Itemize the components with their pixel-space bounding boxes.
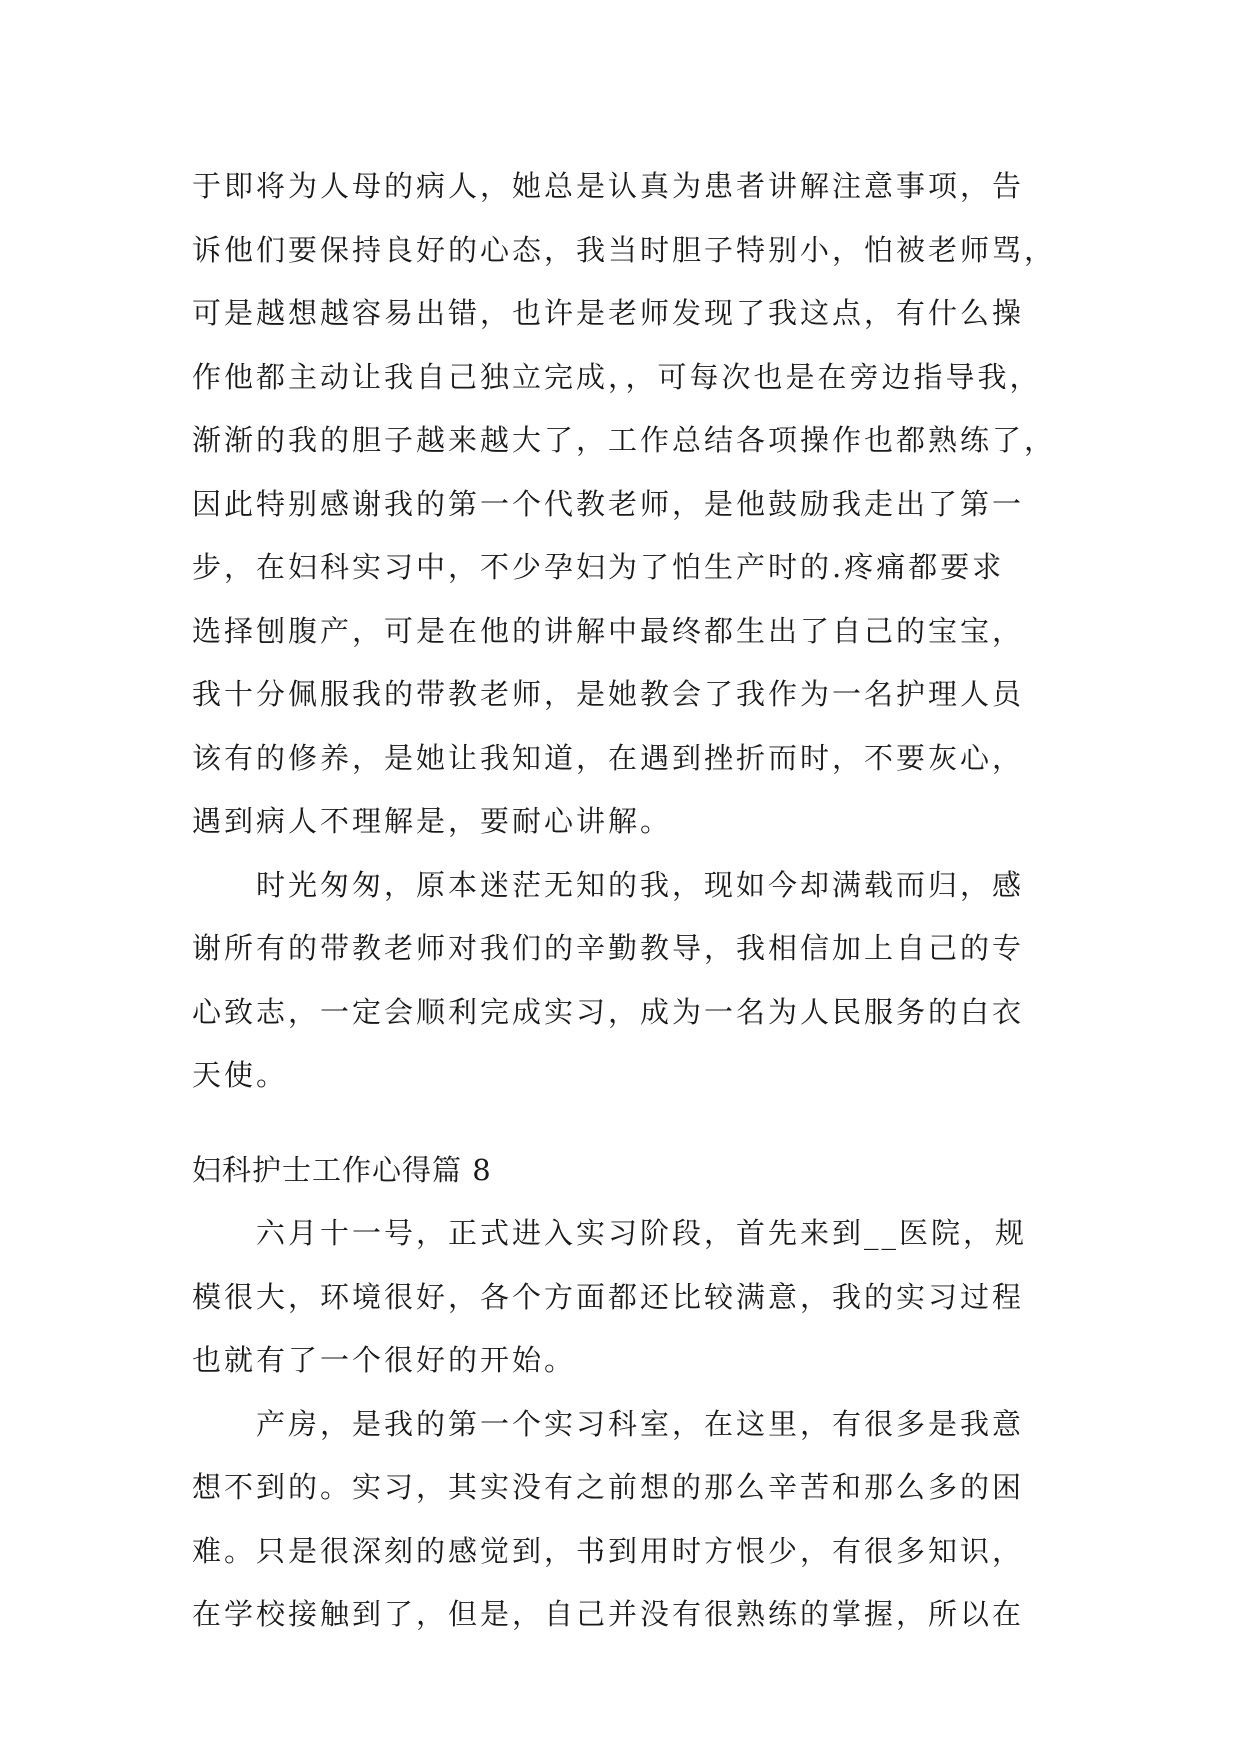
text-line: 在学校接触到了，但是，自己并没有很熟练的掌握，所以在 [192, 1597, 1025, 1631]
text-line: 诉他们要保持良好的心态，我当时胆子特别小，怕被老师骂， [192, 233, 1057, 267]
text-line: 产房，是我的第一个实习科室，在这里，有很多是我意 [192, 1407, 1025, 1441]
text-line: 可是越想越容易出错，也许是老师发现了我这点，有什么操 [192, 296, 1025, 330]
text-line: 心致志，一定会顺利完成实习，成为一名为人民服务的白衣 [192, 995, 1025, 1029]
section-heading: 妇科护士工作心得篇 8 [192, 1153, 492, 1187]
text-line: 也就有了一个很好的开始。 [192, 1343, 577, 1377]
text-line: 时光匆匆，原本迷茫无知的我，现如今却满载而归，感 [192, 868, 1025, 902]
text-line: 模很大，环境很好，各个方面都还比较满意，我的实习过程 [192, 1280, 1025, 1314]
text-line: 想不到的。实习，其实没有之前想的那么辛苦和那么多的困 [192, 1470, 1025, 1504]
text-line: 谢所有的带教老师对我们的辛勤教导，我相信加上自己的专 [192, 931, 1025, 965]
text-line: 我十分佩服我的带教老师，是她教会了我作为一名护理人员 [192, 677, 1025, 711]
text-line: 选择刨腹产，可是在他的讲解中最终都生出了自己的宝宝， [192, 614, 1025, 648]
text-line: 于即将为人母的病人，她总是认真为患者讲解注意事项，告 [192, 169, 1025, 203]
text-line: 六月十一号，正式进入实习阶段，首先来到__医院，规 [192, 1216, 1028, 1250]
text-line: 该有的修养，是她让我知道，在遇到挫折而时，不要灰心， [192, 741, 1025, 775]
text-line: 难。只是很深刻的感觉到，书到用时方恨少，有很多知识， [192, 1534, 1025, 1568]
text-line: 天使。 [192, 1058, 289, 1092]
text-line: 步，在妇科实习中，不少孕妇为了怕生产时的.疼痛都要求 [192, 550, 1005, 584]
text-line: 遇到病人不理解是，要耐心讲解。 [192, 804, 673, 838]
text-line: 渐渐的我的胆子越来越大了，工作总结各项操作也都熟练了， [192, 423, 1057, 457]
text-line: 作他都主动让我自己独立完成，，可每次也是在旁边指导我， [192, 360, 1042, 394]
text-line: 因此特别感谢我的第一个代教老师，是他鼓励我走出了第一 [192, 487, 1025, 521]
